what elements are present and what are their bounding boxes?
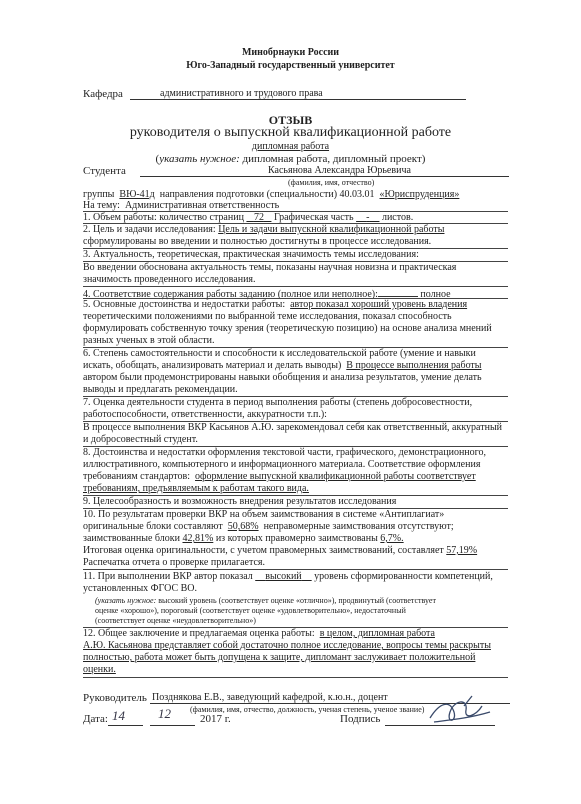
doc-title: ОТЗЫВ: [268, 113, 313, 127]
item-10-text: Итоговая оценка оригинальности, с учетом правомерных заимствований, составляет 57,19%: [83, 545, 478, 556]
item-10-text: Распечатка отчета о проверке прилагается.: [83, 557, 265, 568]
item-2-cont: сформулированы во введении и полностью достигнуты в процессе исследования.: [83, 236, 432, 247]
item-6-text: искать, обобщать, анализировать материал и делать выводы) В процессе выполнения работы: [83, 360, 482, 371]
item-11-note: оценке «хорошо»), пороговый (соответствует оценке «удовлетворительно», недостаточный: [95, 606, 406, 615]
date-day-underline: [108, 725, 143, 726]
topic-line: На тему: Административная ответственность: [83, 200, 280, 211]
divider: [83, 569, 508, 570]
supervisor-label: Руководитель: [83, 692, 147, 704]
item-7: 7. Оценка деятельности студента в период выполнения работы (степень добросовестности,: [83, 397, 473, 408]
item-6-text: автором были продемонстрированы навыки обобщения и анализа результатов, умение делать: [83, 372, 482, 383]
item-10-text: заимствованные блоки 42,81% из которых правомерно заимствованы 6,7%.: [83, 533, 404, 544]
item-8-text: требованиям, предъявляемым к работам такого вида.: [83, 483, 309, 494]
item-11-note: (соответствует оценке «неудовлетворительно»): [95, 616, 256, 625]
item-5: 5. Основные достоинства и недостатки работы: автор показал хороший уровень владения: [83, 299, 468, 310]
item-2: 2. Цель и задачи исследования: Цель и задачи выпускной квалификационной работы: [83, 224, 445, 235]
date-day: 14: [112, 708, 125, 723]
date-month-underline: [150, 725, 195, 726]
item-11-text: установленных ФГОС ВО.: [83, 583, 197, 594]
item-7-text: и добросовестный студент.: [83, 434, 198, 445]
item-6: 6. Степень самостоятельности и способности к исследовательской работе (умение и навыки: [83, 348, 476, 359]
item-5-text: теоретическими положениями по выбранной теме исследования, показал способность: [83, 311, 452, 322]
item-3-text: Во введении обоснована актуальность темы, показаны научная новизна и практическая: [83, 262, 457, 273]
item-4: 4. Соответствие содержания работы заданию (полное или неполное): полное: [83, 289, 451, 300]
student-name: Касьянова Александра Юрьевича: [268, 165, 411, 176]
item-5-text: формулировать собственную точку зрения (теоретическую позицию) на основе анализа мнений: [83, 323, 492, 334]
dept-label: Кафедра: [83, 88, 123, 100]
item-12: 12. Общее заключение и предлагаемая оценка работы: в целом, дипломная работа: [83, 628, 435, 639]
fio-caption: (фамилия, имя, отчество): [288, 178, 375, 187]
divider: [83, 677, 508, 678]
item-10-text: оригинальные блоки составляют 50,68% неправомерные заимствования отсутствуют;: [83, 521, 454, 532]
date-year: 2017 г.: [200, 713, 231, 725]
ministry-name: Минобрнауки России: [241, 47, 340, 58]
dept-value: административного и трудового права: [160, 88, 323, 99]
item-11: 11. При выполнении ВКР автор показал высокий уровень сформированности компетенций,: [83, 571, 493, 582]
item-11-note: (указать нужное: высокий уровень (соответствует оценке «отлично»), продвинутый (соответствует: [95, 596, 436, 605]
doc-subtitle: руководителя о выпускной квалификационной работе: [129, 125, 452, 140]
item-12-text: оценки.: [83, 664, 116, 675]
date-label: Дата:: [83, 713, 108, 725]
item-6-text: выводы и предлагать рекомендации.: [83, 384, 238, 395]
work-type: дипломная работа: [251, 141, 330, 152]
item-3-text: значимость проведенного исследования.: [83, 274, 256, 285]
item-1: 1. Объем работы: количество страниц 72 Графическая часть - листов.: [83, 212, 414, 223]
work-type-hint: (указать нужное: дипломная работа, дипломный проект): [155, 153, 426, 165]
date-month: 12: [158, 706, 171, 721]
student-label: Студента: [83, 165, 126, 177]
university-name: Юго-Западный государственный университет: [186, 60, 395, 71]
item-9: 9. Целесообразность и возможность внедрения результатов исследования: [83, 496, 397, 507]
signature-scribble: [420, 692, 495, 732]
signature-label: Подпись: [340, 713, 381, 725]
item-12-text: А.Ю. Касьянова представляет собой достаточно полное исследование, вопросы темы раскрыты: [83, 640, 491, 651]
supervisor-value: Позднякова Е.В., заведующий кафедрой, к.ю.н., доцент: [152, 692, 388, 703]
item-8: 8. Достоинства и недостатки оформления текстовой части, графического, демонстрационного,: [83, 447, 487, 458]
item-7-text: работоспособности, ответственности, аккуратности т.п.):: [83, 409, 327, 420]
group-line: группы ВЮ-41д направления подготовки (специальности) 40.03.01 «Юриспруденция»: [83, 189, 460, 200]
item-8-text: иллюстративного, компьютерного и информационного материала. Соответствие оформления: [83, 459, 481, 470]
item-7-text: В процессе выполнения ВКР Касьянов А.Ю. зарекомендовал себя как ответственный, аккуратный: [83, 422, 503, 433]
item-3: 3. Актуальность, теоретическая, практическая значимость темы исследования:: [83, 249, 419, 260]
item-12-text: полностью, работа может быть допущена к защите, дипломант заслуживает положительной: [83, 652, 476, 663]
item-10: 10. По результатам проверки ВКР на объем заимствования в системе «Антиплагиат»: [83, 509, 445, 520]
item-8-text: требованиям стандартов: оформление выпускной квалификационной работы соответствует: [83, 471, 476, 482]
item-5-text: разных ученых в этой области.: [83, 335, 215, 346]
supervisor-caption: (фамилия, имя, отчество, должность, ученая степень, ученое звание): [190, 705, 425, 714]
